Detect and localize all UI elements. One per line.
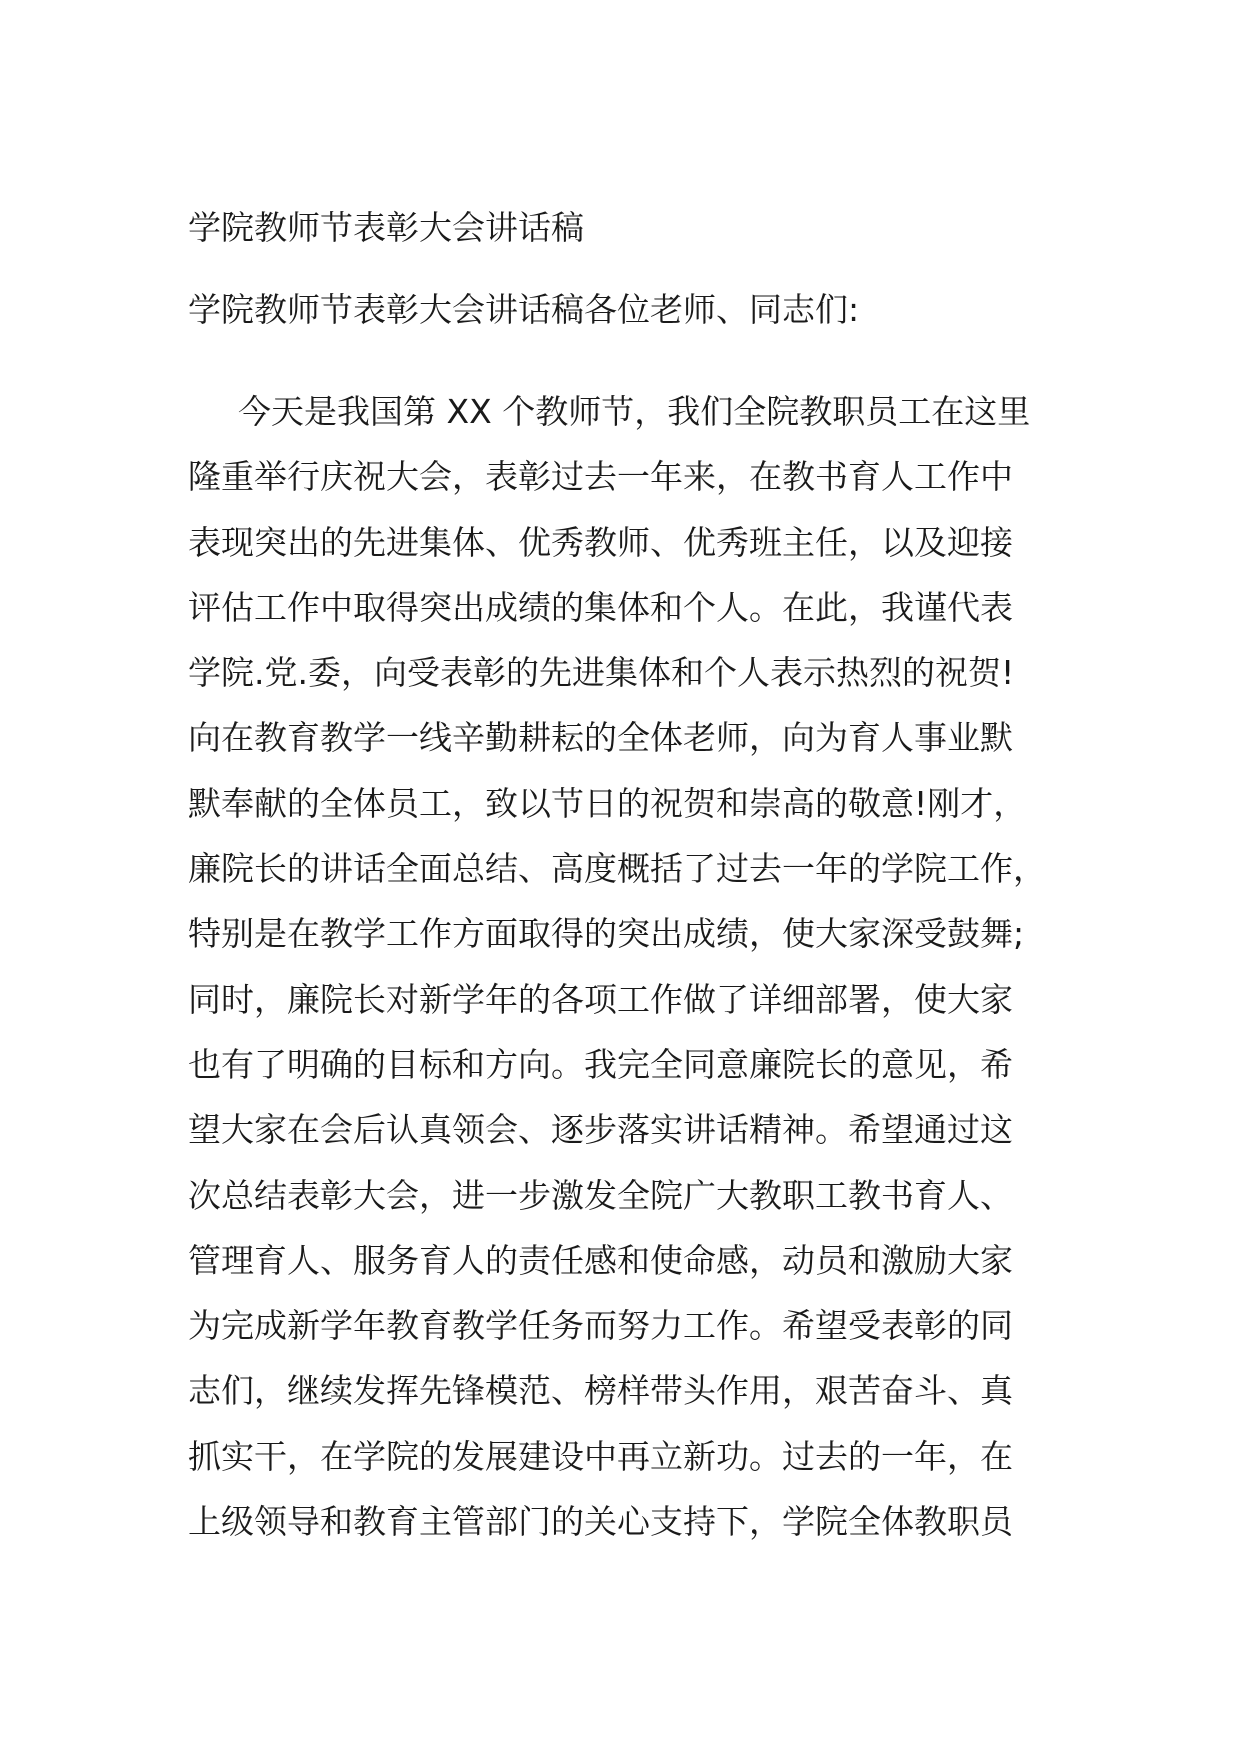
body-line: 次总结表彰大会，进一步激发全院广大教职工教书育人、 (188, 1175, 1013, 1215)
body-line: 志们，继续发挥先锋模范、榜样带头作用，艰苦奋斗、真 (188, 1371, 1013, 1411)
body-line: 抓实干，在学院的发展建设中再立新功。过去的一年，在 (188, 1436, 1013, 1476)
body-line: 同时，廉院长对新学年的各项工作做了详细部署，使大家 (188, 979, 1013, 1019)
body-line: 廉院长的讲话全面总结、高度概括了过去一年的学院工作， (188, 849, 1046, 889)
body-line: 评估工作中取得突出成绩的集体和个人。在此，我谨代表 (188, 587, 1013, 627)
body-line: 默奉献的全体员工，致以节日的祝贺和崇高的敬意!刚才， (188, 783, 1027, 823)
body-line: 也有了明确的目标和方向。我完全同意廉院长的意见，希 (188, 1044, 1013, 1084)
body-line: 表现突出的先进集体、优秀教师、优秀班主任，以及迎接 (188, 522, 1013, 562)
body-line: 学院.党.委，向受表彰的先进集体和个人表示热烈的祝贺! (188, 653, 1015, 693)
document-title: 学院教师节表彰大会讲话稿 (188, 208, 584, 247)
body-line: 管理育人、服务育人的责任感和使命感，动员和激励大家 (188, 1240, 1013, 1280)
body-line: 望大家在会后认真领会、逐步落实讲话精神。希望通过这 (188, 1110, 1013, 1150)
document-body (188, 379, 1068, 1554)
body-line: 上级领导和教育主管部门的关心支持下，学院全体教职员 (188, 1502, 1013, 1542)
body-line: 为完成新学年教育教学任务而努力工作。希望受表彰的同 (188, 1306, 1013, 1346)
body-line: 向在教育教学一线辛勤耕耘的全体老师，向为育人事业默 (188, 718, 1013, 758)
body-line: 隆重举行庆祝大会，表彰过去一年来，在教书育人工作中 (188, 457, 1013, 497)
document-subtitle: 学院教师节表彰大会讲话稿各位老师、同志们: (188, 290, 860, 329)
body-line: 今天是我国第 XX 个教师节，我们全院教职员工在这里 (238, 392, 1031, 431)
body-line: 特别是在教学工作方面取得的突出成绩，使大家深受鼓舞; (188, 914, 1025, 954)
